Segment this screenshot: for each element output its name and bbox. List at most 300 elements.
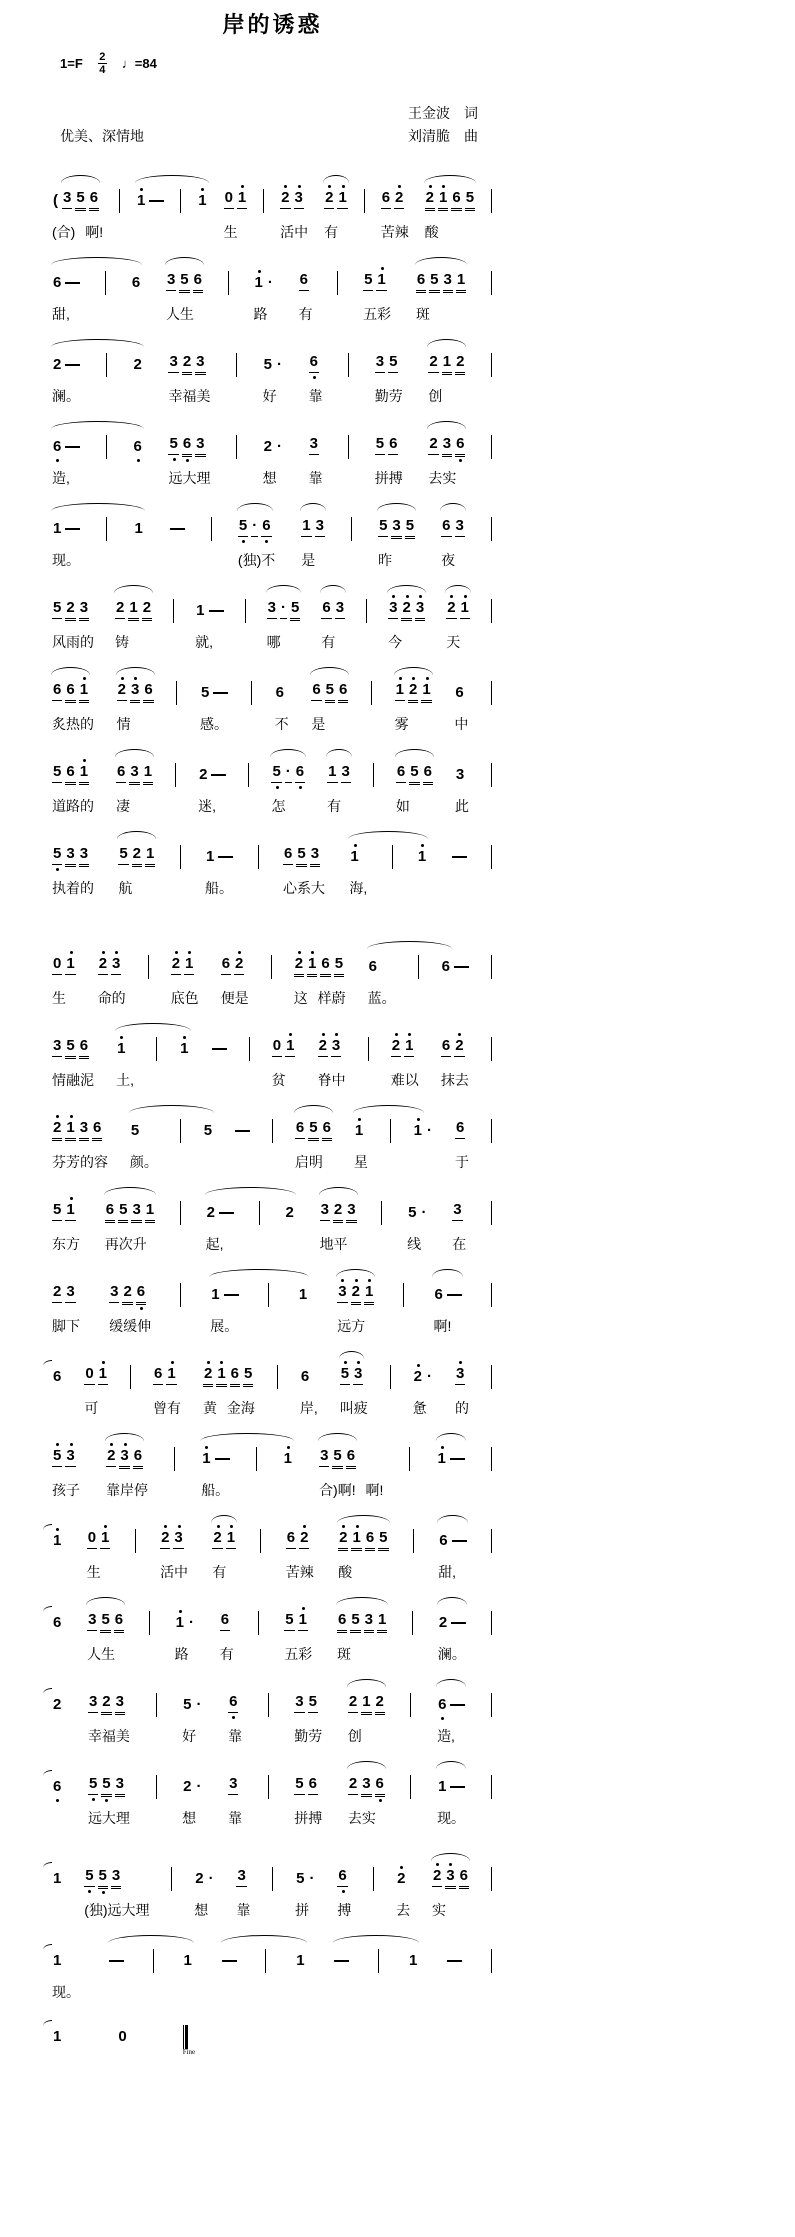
note: 2 [183, 1778, 192, 1795]
lyric: 地平 [319, 1236, 348, 1252]
measure-col [337, 1277, 374, 1334]
barline [390, 1365, 391, 1389]
measure-col [156, 1687, 157, 1744]
octave-dot-high [183, 1036, 186, 1039]
lyric: 是 [301, 552, 316, 568]
measure-col [88, 1687, 130, 1744]
measure-col [52, 675, 94, 732]
tie-hook [43, 1524, 52, 1531]
slur-arc [117, 831, 156, 839]
measure-col [251, 675, 252, 732]
octave-dot-high [311, 951, 314, 954]
measure-col [84, 1359, 108, 1416]
note: 6 [221, 956, 231, 975]
slur-arc [51, 421, 144, 429]
note: 2 [324, 190, 334, 209]
measure-col [491, 183, 492, 240]
measure-col [175, 1605, 195, 1662]
note: 5 [98, 1868, 108, 1887]
octave-dot-low [105, 1799, 108, 1802]
measure-col [321, 593, 345, 650]
measure-col [390, 1113, 391, 1170]
barline [413, 1529, 414, 1553]
octave-dot-high [342, 185, 345, 188]
octave-dot-low [441, 1717, 444, 1720]
dash [447, 1960, 462, 1962]
barline [337, 271, 338, 295]
slur-arc [336, 1269, 375, 1277]
note: 2 [52, 1697, 62, 1713]
slur-arc [347, 1761, 386, 1769]
note: 6 [337, 1868, 347, 1887]
lyric: 星 [353, 1154, 368, 1170]
note: 6 [52, 1369, 62, 1385]
note: 2 [263, 438, 272, 455]
barline [277, 1365, 278, 1389]
lyric: 远大理 [87, 1810, 130, 1826]
dash [334, 1960, 349, 1962]
note: 2 [52, 1120, 62, 1139]
note: 2 [98, 956, 108, 975]
measure-col [491, 347, 492, 404]
octave-dot-high [459, 1361, 462, 1364]
measure-col [491, 1113, 492, 1170]
rest-note: 0 [52, 956, 62, 975]
octave-dot-high [121, 677, 124, 680]
measure-col [52, 347, 80, 404]
octave-dot-high [207, 1361, 210, 1364]
note: 2 [391, 1038, 401, 1057]
lyric: 线 [407, 1236, 422, 1252]
measure-col [105, 265, 106, 322]
note: 6 [309, 354, 319, 373]
lyric: 海, [349, 880, 368, 896]
measure-col [116, 1031, 134, 1088]
measure-col [153, 1943, 154, 2000]
octave-dot-low [459, 459, 462, 462]
note: 3 [195, 354, 205, 373]
note: 3 [52, 1038, 62, 1057]
measure-col [166, 265, 203, 322]
lyric: 啊! [433, 1318, 452, 1334]
measure-col [407, 1195, 427, 1252]
note: 3 [88, 1694, 98, 1713]
slur-arc [266, 585, 302, 593]
measure-col [337, 1605, 387, 1662]
lyric: 路 [174, 1646, 189, 1662]
note: 5 [334, 956, 344, 975]
expression-marking: 优美、深情地 [60, 128, 144, 144]
measure-col [170, 511, 185, 568]
octave-dot-low [140, 1307, 143, 1310]
measure-col [348, 429, 349, 486]
measure-col [294, 949, 346, 1006]
measure-col [280, 183, 308, 240]
note: 5 [168, 436, 178, 455]
barline [351, 517, 352, 541]
measure-col [258, 1605, 259, 1662]
measure-col [395, 675, 432, 732]
barline [392, 845, 393, 869]
lyric: 颜。 [129, 1154, 158, 1170]
note: 6 [114, 1612, 124, 1631]
lyric: 斑 [415, 306, 430, 322]
measure-col [119, 183, 120, 240]
lyric: 贫 [271, 1072, 286, 1088]
lyric: 航 [118, 880, 133, 896]
octave-dot-high [464, 595, 467, 598]
measure-col [396, 757, 433, 814]
note: 3 [353, 1366, 363, 1385]
measure-col [309, 429, 323, 486]
measure-col [195, 593, 223, 650]
measure-col [283, 1441, 293, 1498]
rest-note: 0 [118, 2028, 127, 2045]
measure-col [205, 839, 233, 896]
measure-col [428, 347, 465, 404]
note: 3 [130, 682, 140, 701]
lyric: 现。 [52, 552, 80, 568]
note: 6 [286, 1530, 296, 1549]
note: 3 [443, 272, 453, 291]
music-system [52, 347, 492, 404]
octave-dot-high [56, 1443, 59, 1446]
lyric: 天 [446, 634, 461, 650]
tie-hook [43, 1944, 52, 1951]
note: 3 [309, 436, 319, 455]
barline [260, 1529, 261, 1553]
dash [219, 1212, 234, 1214]
dash [170, 528, 185, 530]
measure-col [368, 949, 396, 1006]
dash [149, 200, 164, 202]
note: 5 [308, 1120, 318, 1139]
octave-dot-high [417, 1364, 420, 1367]
slur-arc [221, 1935, 307, 1943]
barline [403, 1283, 404, 1307]
note: 3 [87, 1612, 97, 1631]
measure-col [268, 1277, 269, 1334]
measure-col [52, 1031, 94, 1088]
octave-dot-high [328, 185, 331, 188]
note: 3 [62, 190, 72, 209]
octave-dot-high [406, 595, 409, 598]
measure-col [221, 949, 249, 1006]
note: 6 [388, 436, 398, 455]
measure-col [410, 1687, 411, 1744]
note: 5 [65, 1038, 75, 1057]
lyric: 抹去 [440, 1072, 469, 1088]
note: 3 [129, 764, 139, 783]
measure-col [256, 1441, 257, 1498]
note: 1 [354, 1123, 364, 1139]
octave-dot-high [220, 1361, 223, 1364]
octave-dot-high [344, 1361, 347, 1364]
lyric: 的 [455, 1400, 469, 1416]
note: 6 [441, 958, 450, 975]
note: 3 [335, 600, 345, 619]
barline [135, 1529, 136, 1553]
lyric: 想 [182, 1810, 197, 1826]
octave-dot-high [298, 185, 301, 188]
lyric: 铸 [115, 634, 130, 650]
octave-dot-high [110, 1443, 113, 1446]
note: 3 [79, 1120, 89, 1139]
note: 2 [351, 1284, 361, 1303]
rest-note: 0 [224, 190, 234, 209]
lyric: 哪 [266, 634, 281, 650]
lyric: 炙热的 [52, 716, 94, 732]
octave-dot-low [56, 868, 59, 871]
note: 1 [298, 1286, 308, 1303]
barline [268, 1693, 269, 1717]
dash [109, 1960, 124, 1962]
octave-dot-high [120, 1036, 123, 1039]
note: 3 [65, 1284, 75, 1303]
key-signature-line [60, 52, 157, 75]
measure-col [149, 1605, 150, 1662]
octave-dot-high [441, 1446, 444, 1449]
octave-dot-high [342, 1525, 345, 1528]
note: 2 [133, 356, 142, 373]
note: 6 [439, 1532, 448, 1549]
lyric: 靠 [308, 470, 323, 486]
measure-col [52, 265, 80, 322]
barline [373, 763, 374, 787]
note: 5 [271, 764, 281, 783]
slur-arc [395, 749, 434, 757]
measure-col [182, 1943, 192, 2000]
lyric: 有 [327, 798, 342, 814]
note: 6 [143, 682, 153, 701]
note: 5 [118, 1202, 128, 1221]
note: 2 [115, 600, 125, 619]
measure-col [206, 1195, 234, 1252]
slur-arc [310, 667, 349, 675]
barline [272, 1867, 273, 1891]
measure-col [295, 1861, 315, 1918]
note: 2 [348, 1694, 358, 1713]
measure-col [338, 1523, 388, 1580]
dash [450, 1704, 465, 1706]
note: 2 [394, 190, 404, 209]
measure-col [334, 1943, 349, 2000]
slur-arc [200, 1433, 294, 1441]
barline [348, 435, 349, 459]
measure-col [300, 1359, 318, 1416]
lyric: 实 [431, 1902, 446, 1918]
music-system [52, 1441, 492, 1498]
note: 1 [417, 849, 427, 865]
note: 5 [290, 600, 300, 619]
dash [65, 446, 80, 448]
measure-col [363, 265, 391, 322]
barline [119, 189, 120, 213]
note: 1 [437, 1451, 447, 1467]
lyric: 在 [452, 1236, 467, 1252]
barline [130, 1365, 131, 1389]
lyric: 如 [395, 798, 410, 814]
measure-col [491, 265, 492, 322]
note: 6 [320, 956, 330, 975]
aug-dot: · [280, 600, 287, 619]
note: 1 [395, 682, 405, 701]
lyric: 生 [223, 224, 238, 240]
measure-col [98, 949, 126, 1006]
note: 1 [283, 1451, 293, 1467]
dash [218, 856, 233, 858]
note: 1 [377, 1612, 387, 1631]
note: 3 [79, 846, 89, 865]
measure-col [156, 1031, 157, 1088]
measure-col [183, 2019, 195, 2066]
barline [491, 845, 492, 869]
measure-col [432, 1861, 469, 1918]
measure-col [153, 1359, 181, 1416]
measure-col [259, 1195, 260, 1252]
dash [450, 1786, 465, 1788]
note: 5 [243, 1366, 253, 1385]
measure-col [294, 1687, 322, 1744]
lyric: 五彩 [363, 306, 392, 322]
note: 3 [294, 1694, 304, 1713]
measure-col [428, 429, 465, 486]
lyric: 心系大 [283, 880, 326, 896]
lyric: 去 [396, 1902, 411, 1918]
dash [235, 1130, 250, 1132]
note: 3 [173, 1530, 183, 1549]
lyric: 想 [262, 470, 277, 486]
barline [174, 1447, 175, 1471]
measure-col [491, 1769, 492, 1826]
barline [180, 189, 181, 213]
note: 6 [337, 1612, 347, 1631]
aug-dot: · [196, 1696, 202, 1713]
octave-dot-high [368, 1279, 371, 1282]
slur-arc [116, 667, 155, 675]
octave-dot-high [429, 185, 432, 188]
barline [175, 763, 176, 787]
tie-hook [43, 1606, 52, 1613]
note: 6 [396, 764, 406, 783]
measure-col [318, 1031, 346, 1088]
measure-col [381, 1195, 382, 1252]
measure-col [413, 1359, 433, 1416]
octave-dot-high [171, 1361, 174, 1364]
slur-arc [367, 941, 452, 949]
lyric: 有 [324, 224, 339, 240]
measure-col [340, 1359, 368, 1416]
dash [65, 528, 80, 530]
measure-col [160, 1523, 188, 1580]
note: 3 [294, 190, 304, 209]
note: 5 [408, 1204, 417, 1221]
note: 2 [212, 1530, 222, 1549]
measure-col [368, 1031, 369, 1088]
measure-col [228, 1769, 242, 1826]
lyric: 蓝。 [367, 990, 396, 1006]
lyric: 这 样蔚 [293, 990, 346, 1006]
barline [366, 599, 367, 623]
octave-dot-high [70, 951, 73, 954]
measure-col [277, 1359, 278, 1416]
note: 5 [52, 1202, 62, 1221]
slur-arc [436, 1433, 466, 1441]
slur-arc [336, 1597, 388, 1605]
note: 1 [438, 1778, 447, 1795]
note: 3 [166, 272, 176, 291]
note: 6 [131, 274, 141, 291]
octave-dot-high [205, 1446, 208, 1449]
note: 1 [201, 1451, 211, 1467]
slur-arc [347, 1679, 386, 1687]
octave-dot-high [322, 1033, 325, 1036]
music-system [52, 1277, 492, 1334]
slur-arc [432, 1269, 462, 1277]
note: 1 [301, 518, 311, 537]
barline [265, 1949, 266, 1973]
octave-dot-high [298, 951, 301, 954]
note: 5 [378, 518, 388, 537]
measure-col [417, 839, 427, 896]
slur-arc [115, 749, 154, 757]
measure-col [236, 1861, 250, 1918]
measure-col [309, 347, 323, 404]
note: 5 [363, 272, 373, 291]
measure-col [200, 675, 228, 732]
note: 5 [183, 1696, 192, 1713]
note: 1 [100, 1530, 110, 1549]
measure-col [116, 757, 153, 814]
measure-col [109, 1943, 124, 2000]
measure-col [87, 1523, 111, 1580]
measure-col [455, 1113, 469, 1170]
note: 1 [65, 1202, 75, 1221]
dash [450, 1458, 465, 1460]
octave-dot-high [102, 1361, 105, 1364]
lyric: 情融泥 [52, 1072, 94, 1088]
note: 1 [184, 956, 194, 975]
measure-col [52, 1195, 80, 1252]
slur-arc [320, 585, 346, 593]
note: 3 [319, 1448, 329, 1467]
measure-col [275, 675, 289, 732]
measure-col [268, 1769, 269, 1826]
barline [271, 955, 272, 979]
barline [491, 599, 492, 623]
measure-col [210, 1277, 238, 1334]
measure-col [253, 265, 273, 322]
lyric: 怎 [271, 798, 286, 814]
octave-dot-high [419, 595, 422, 598]
measure-col [52, 2019, 62, 2076]
note: 2 [160, 1530, 170, 1549]
note: 2 [428, 436, 438, 455]
music-system [52, 675, 492, 732]
note: 3 [111, 956, 121, 975]
lyric: 叫疲 [339, 1400, 368, 1416]
note: 6 [193, 272, 203, 291]
note: 1 [442, 354, 452, 373]
lyric: 斑 [336, 1646, 351, 1662]
octave-dot-high [140, 188, 143, 191]
note: 6 [451, 190, 461, 209]
measure-col [168, 429, 210, 486]
measure-col [375, 429, 403, 486]
dash [454, 966, 469, 968]
note: 3 [320, 1202, 330, 1221]
note: 1 [134, 520, 143, 537]
